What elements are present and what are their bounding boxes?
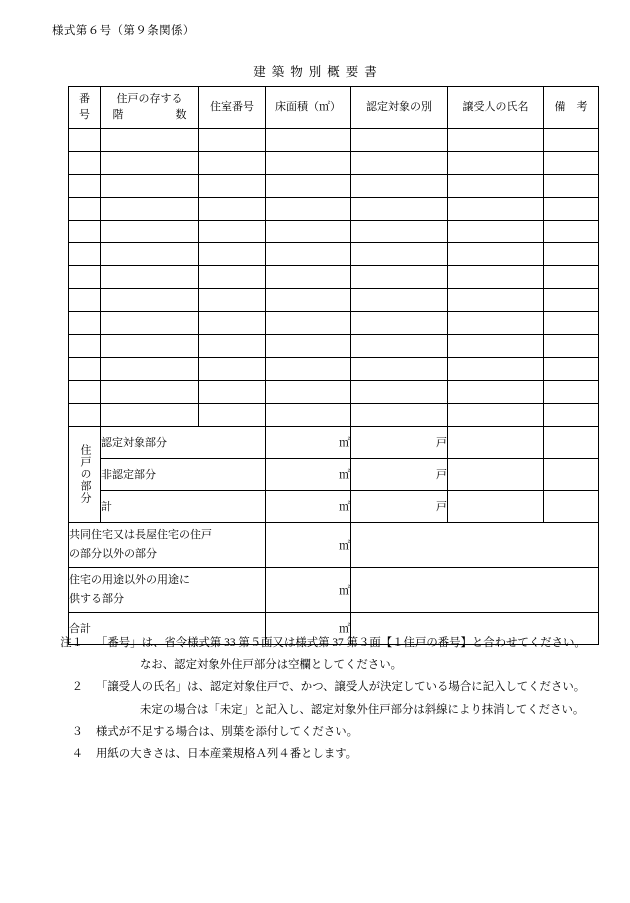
cell-number[interactable] bbox=[69, 403, 101, 426]
dwelling-section-row-certified bbox=[69, 426, 599, 458]
cell-transferee-name[interactable] bbox=[448, 312, 544, 335]
cell-room-number[interactable] bbox=[199, 312, 266, 335]
dwelling-row-area-unit-noncertified[interactable]: ㎡ bbox=[266, 458, 351, 490]
other-section-area-unit-common[interactable]: ㎡ bbox=[266, 522, 351, 567]
cell-number[interactable] bbox=[69, 312, 101, 335]
cell-remarks[interactable] bbox=[544, 335, 599, 358]
table-row[interactable] bbox=[69, 266, 599, 289]
table-row[interactable] bbox=[69, 403, 599, 426]
dwelling-section-row-subtotal bbox=[69, 490, 599, 522]
column-header-floor-suu: 数 bbox=[175, 108, 187, 121]
cell-transferee-name[interactable] bbox=[448, 266, 544, 289]
cell-certification-type[interactable] bbox=[351, 197, 448, 220]
column-header-room-number: 住室番号 bbox=[199, 87, 266, 129]
cell-floor-area[interactable] bbox=[266, 357, 351, 380]
table-header-row bbox=[69, 87, 599, 129]
cell-floor-area[interactable] bbox=[266, 289, 351, 312]
cell-room-number[interactable] bbox=[199, 129, 266, 152]
column-header-certification-type: 認定対象の別 bbox=[351, 87, 448, 129]
other-section-blank-common[interactable] bbox=[351, 522, 599, 567]
cell-certification-type[interactable] bbox=[351, 151, 448, 174]
cell-certification-type[interactable] bbox=[351, 357, 448, 380]
other-section-label-nonresidential bbox=[69, 567, 266, 612]
cell-number[interactable] bbox=[69, 151, 101, 174]
cell-room-number[interactable] bbox=[199, 151, 266, 174]
form-number: 様式第６号（第９条関係） bbox=[52, 25, 195, 37]
dwelling-row-label-certified: 認定対象部分 bbox=[101, 426, 266, 458]
dwelling-row-remarks-noncertified[interactable] bbox=[544, 458, 599, 490]
cell-floor[interactable] bbox=[101, 289, 199, 312]
note-1-line-2: なお、認定対象外住戸部分は空欄としてください。 bbox=[140, 659, 402, 672]
dwelling-row-transferee-noncertified[interactable] bbox=[448, 458, 544, 490]
cell-remarks[interactable] bbox=[544, 151, 599, 174]
cell-floor[interactable] bbox=[101, 403, 199, 426]
dwelling-row-transferee-certified[interactable] bbox=[448, 426, 544, 458]
cell-floor-area[interactable] bbox=[266, 220, 351, 243]
cell-room-number[interactable] bbox=[199, 289, 266, 312]
cell-number[interactable] bbox=[69, 197, 101, 220]
cell-floor-area[interactable] bbox=[266, 129, 351, 152]
cell-room-number[interactable] bbox=[199, 174, 266, 197]
cell-number[interactable] bbox=[69, 174, 101, 197]
cell-room-number[interactable] bbox=[199, 197, 266, 220]
cell-floor-area[interactable] bbox=[266, 174, 351, 197]
total-row-area-unit[interactable]: ㎡ bbox=[266, 612, 351, 644]
dwelling-row-area-unit-certified[interactable]: ㎡ bbox=[266, 426, 351, 458]
cell-floor[interactable] bbox=[101, 335, 199, 358]
column-header-transferee-name: 譲受人の氏名 bbox=[448, 87, 544, 129]
cell-certification-type[interactable] bbox=[351, 289, 448, 312]
cell-remarks[interactable] bbox=[544, 129, 599, 152]
cell-certification-type[interactable] bbox=[351, 266, 448, 289]
cell-number[interactable] bbox=[69, 220, 101, 243]
table-row[interactable] bbox=[69, 174, 599, 197]
cell-transferee-name[interactable] bbox=[448, 380, 544, 403]
dwelling-row-transferee-subtotal[interactable] bbox=[448, 490, 544, 522]
cell-transferee-name[interactable] bbox=[448, 151, 544, 174]
cell-transferee-name[interactable] bbox=[448, 129, 544, 152]
cell-floor-area[interactable] bbox=[266, 380, 351, 403]
dwelling-row-remarks-certified[interactable] bbox=[544, 426, 599, 458]
cell-transferee-name[interactable] bbox=[448, 357, 544, 380]
cell-remarks[interactable] bbox=[544, 380, 599, 403]
other-section-area-unit-nonresidential[interactable]: ㎡ bbox=[266, 567, 351, 612]
cell-floor[interactable] bbox=[101, 357, 199, 380]
dwelling-row-count-unit-subtotal[interactable]: 戸 bbox=[351, 490, 448, 522]
cell-room-number[interactable] bbox=[199, 380, 266, 403]
building-summary-table bbox=[68, 86, 599, 645]
cell-transferee-name[interactable] bbox=[448, 243, 544, 266]
dwelling-section-label-text: 住戸の部分 bbox=[79, 444, 91, 505]
dwelling-row-area-unit-subtotal[interactable]: ㎡ bbox=[266, 490, 351, 522]
cell-floor-area[interactable] bbox=[266, 312, 351, 335]
cell-certification-type[interactable] bbox=[351, 312, 448, 335]
cell-room-number[interactable] bbox=[199, 335, 266, 358]
column-header-number-line1: 番 bbox=[79, 92, 90, 105]
cell-floor-area[interactable] bbox=[266, 335, 351, 358]
column-header-floor-kai: 階 bbox=[112, 108, 124, 121]
cell-transferee-name[interactable] bbox=[448, 174, 544, 197]
note-2-body bbox=[96, 676, 612, 720]
dwelling-row-count-unit-certified[interactable]: 戸 bbox=[351, 426, 448, 458]
other-section-label-common bbox=[69, 522, 266, 567]
cell-certification-type[interactable] bbox=[351, 335, 448, 358]
column-header-floor-area: 床面積（㎡） bbox=[266, 87, 351, 129]
total-row-label: 合計 bbox=[69, 612, 266, 644]
cell-floor-area[interactable] bbox=[266, 151, 351, 174]
table-row[interactable] bbox=[69, 357, 599, 380]
column-header-number bbox=[69, 87, 101, 129]
cell-transferee-name[interactable] bbox=[448, 335, 544, 358]
dwelling-row-remarks-subtotal[interactable] bbox=[544, 490, 599, 522]
note-2-mark: ２ bbox=[71, 681, 83, 694]
cell-room-number[interactable] bbox=[199, 220, 266, 243]
cell-number[interactable] bbox=[69, 380, 101, 403]
cell-number[interactable] bbox=[69, 129, 101, 152]
note-3 bbox=[52, 721, 612, 743]
cell-transferee-name[interactable] bbox=[448, 289, 544, 312]
cell-floor[interactable] bbox=[101, 197, 199, 220]
table-row[interactable] bbox=[69, 129, 599, 152]
notes-section bbox=[52, 632, 612, 765]
dwelling-section-vertical-label bbox=[69, 426, 101, 522]
other-section-label-nonresidential-line1: 住宅の用途以外の用途に bbox=[69, 573, 190, 586]
cell-transferee-name[interactable] bbox=[448, 197, 544, 220]
cell-remarks[interactable] bbox=[544, 197, 599, 220]
column-header-remarks: 備 考 bbox=[544, 87, 599, 129]
other-section-label-common-line2: の部分以外の部分 bbox=[69, 547, 157, 560]
table-row[interactable] bbox=[69, 197, 599, 220]
column-header-number-line2: 号 bbox=[79, 108, 90, 121]
table-row[interactable] bbox=[69, 335, 599, 358]
note-1 bbox=[52, 632, 612, 676]
table-row[interactable] bbox=[69, 220, 599, 243]
cell-remarks[interactable] bbox=[544, 289, 599, 312]
note-3-body: 様式が不足する場合は、別葉を添付してください。 bbox=[96, 725, 358, 738]
other-section-row-nonresidential bbox=[69, 567, 599, 612]
cell-floor[interactable] bbox=[101, 174, 199, 197]
cell-number[interactable] bbox=[69, 289, 101, 312]
cell-certification-type[interactable] bbox=[351, 380, 448, 403]
dwelling-row-count-unit-noncertified[interactable]: 戸 bbox=[351, 458, 448, 490]
cell-remarks[interactable] bbox=[544, 266, 599, 289]
cell-floor-area[interactable] bbox=[266, 197, 351, 220]
cell-number[interactable] bbox=[69, 357, 101, 380]
table-row[interactable] bbox=[69, 243, 599, 266]
cell-room-number[interactable] bbox=[199, 357, 266, 380]
note-1-body bbox=[96, 632, 612, 676]
note-4-body: 用紙の大きさは、日本産業規格Ａ列４番とします。 bbox=[96, 748, 358, 761]
table-row[interactable] bbox=[69, 380, 599, 403]
cell-remarks[interactable] bbox=[544, 220, 599, 243]
cell-remarks[interactable] bbox=[544, 243, 599, 266]
cell-certification-type[interactable] bbox=[351, 174, 448, 197]
cell-floor-area[interactable] bbox=[266, 403, 351, 426]
note-3-mark: ３ bbox=[71, 725, 83, 738]
cell-floor[interactable] bbox=[101, 220, 199, 243]
other-section-blank-nonresidential[interactable] bbox=[351, 567, 599, 612]
note-1-mark: 注１ bbox=[60, 637, 83, 649]
cell-floor[interactable] bbox=[101, 243, 199, 266]
cell-room-number[interactable] bbox=[199, 243, 266, 266]
note-2-line-1: 「譲受人の氏名」は、認定対象住戸で、かつ、譲受人が決定している場合に記入してください。 bbox=[96, 681, 586, 694]
note-4-mark: ４ bbox=[71, 748, 83, 761]
cell-number[interactable] bbox=[69, 243, 101, 266]
cell-remarks[interactable] bbox=[544, 403, 599, 426]
other-section-row-common bbox=[69, 522, 599, 567]
dwelling-row-label-noncertified: 非認定部分 bbox=[101, 458, 266, 490]
cell-room-number[interactable] bbox=[199, 266, 266, 289]
cell-certification-type[interactable] bbox=[351, 129, 448, 152]
cell-transferee-name[interactable] bbox=[448, 220, 544, 243]
dwelling-row-label-subtotal: 計 bbox=[101, 490, 266, 522]
page-title: 建築物別概要書 bbox=[253, 65, 383, 79]
cell-room-number[interactable] bbox=[199, 403, 266, 426]
note-2 bbox=[52, 676, 612, 720]
table-row[interactable] bbox=[69, 151, 599, 174]
cell-number[interactable] bbox=[69, 266, 101, 289]
cell-remarks[interactable] bbox=[544, 312, 599, 335]
cell-transferee-name[interactable] bbox=[448, 403, 544, 426]
cell-certification-type[interactable] bbox=[351, 403, 448, 426]
dwelling-section-row-noncertified bbox=[69, 458, 599, 490]
table-row[interactable] bbox=[69, 312, 599, 335]
cell-certification-type[interactable] bbox=[351, 220, 448, 243]
cell-certification-type[interactable] bbox=[351, 243, 448, 266]
table-row[interactable] bbox=[69, 289, 599, 312]
cell-floor[interactable] bbox=[101, 266, 199, 289]
cell-floor[interactable] bbox=[101, 312, 199, 335]
note-4 bbox=[52, 743, 612, 765]
cell-remarks[interactable] bbox=[544, 174, 599, 197]
cell-remarks[interactable] bbox=[544, 357, 599, 380]
cell-floor-area[interactable] bbox=[266, 243, 351, 266]
cell-floor[interactable] bbox=[101, 380, 199, 403]
other-section-label-common-line1: 共同住宅又は長屋住宅の住戸 bbox=[69, 528, 212, 541]
note-2-line-2: 未定の場合は「未定」と記入し、認定対象外住戸部分は斜線により抹消してください。 bbox=[140, 703, 585, 716]
note-1-line-1: 「番号」は、省令様式第 33 第５面又は様式第 37 第３面【１住戸の番号】と合わせてください。 bbox=[96, 637, 586, 649]
other-section-label-nonresidential-line2: 供する部分 bbox=[69, 592, 124, 605]
column-header-floor-line1: 住戸の存する bbox=[116, 92, 183, 105]
cell-number[interactable] bbox=[69, 335, 101, 358]
column-header-floor bbox=[101, 87, 199, 129]
cell-floor[interactable] bbox=[101, 129, 199, 152]
cell-floor-area[interactable] bbox=[266, 266, 351, 289]
cell-floor[interactable] bbox=[101, 151, 199, 174]
